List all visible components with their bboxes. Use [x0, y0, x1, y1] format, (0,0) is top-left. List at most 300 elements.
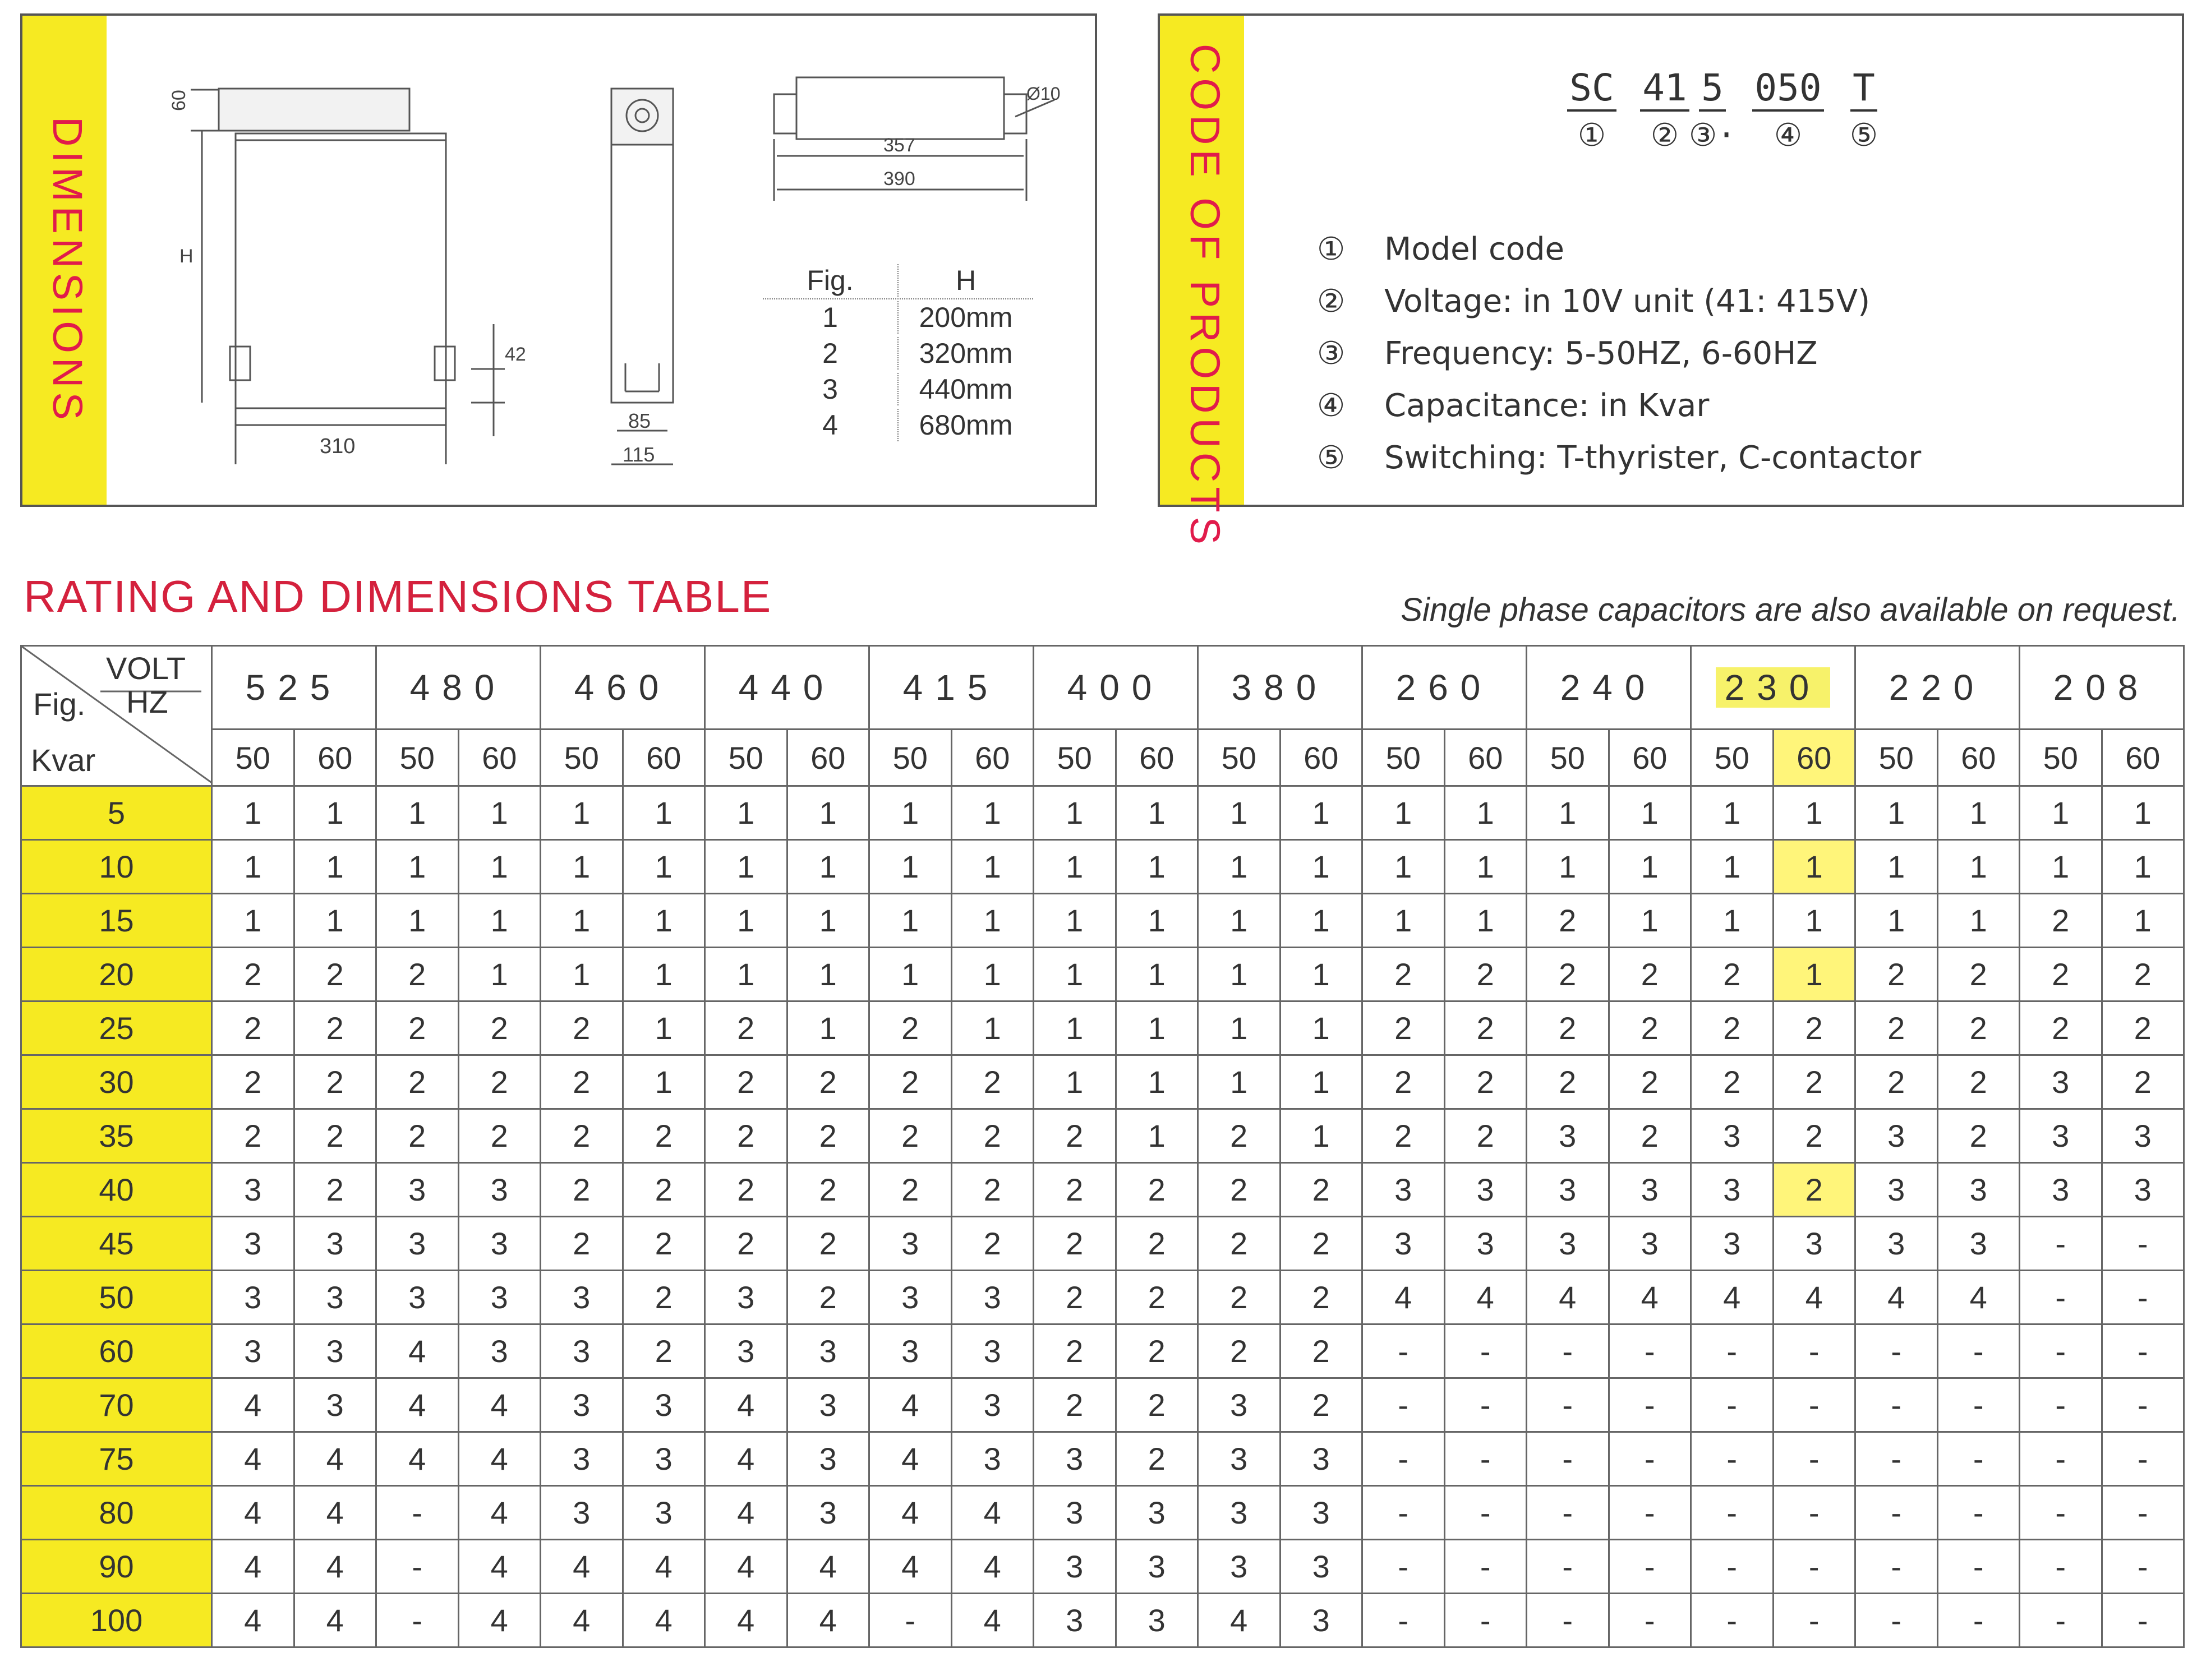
- fig-cell: 2: [787, 1055, 869, 1109]
- volt-header: 400: [1034, 646, 1198, 730]
- fig-cell: 2: [212, 1055, 294, 1109]
- fig-cell: 1: [1198, 786, 1281, 840]
- fig-cell: 3: [1198, 1378, 1281, 1432]
- fig-cell: 3: [376, 1271, 459, 1324]
- fig-cell: 3: [623, 1486, 705, 1540]
- fig-cell: -: [1527, 1540, 1609, 1594]
- fig-cell: 3: [294, 1378, 376, 1432]
- fig-cell: -: [1609, 1540, 1691, 1594]
- fig-cell: 2: [1198, 1217, 1281, 1271]
- segment-number: ⑤: [1849, 117, 1878, 154]
- fig-cell: -: [1362, 1486, 1445, 1540]
- table-row: [21, 1540, 2184, 1594]
- fig-cell: 1: [1773, 786, 1855, 840]
- rating-table: [20, 645, 2185, 1648]
- fig-cell: 1: [294, 786, 376, 840]
- fig-cell: 2: [541, 1217, 623, 1271]
- fig-cell: 3: [458, 1324, 541, 1378]
- fig-cell: 1: [1691, 894, 1774, 948]
- fig-cell: 2: [2102, 1001, 2184, 1055]
- fig-cell: 2: [541, 1163, 623, 1217]
- fig-cell: -: [2020, 1271, 2102, 1324]
- code-segment: [1839, 66, 1889, 154]
- fig-cell: 1: [2020, 786, 2102, 840]
- front-view-drawing: [146, 55, 550, 481]
- fig-cell: 1: [1609, 840, 1691, 894]
- fig-cell: -: [1691, 1540, 1774, 1594]
- fig-cell: 2: [294, 948, 376, 1001]
- fig-cell: 3: [1362, 1217, 1445, 1271]
- fig-cell: 4: [787, 1594, 869, 1647]
- fig-cell: 3: [1362, 1163, 1445, 1217]
- fig-cell: -: [1527, 1324, 1609, 1378]
- fig-cell: 4: [869, 1486, 952, 1540]
- fig-cell: -: [2102, 1486, 2184, 1540]
- fig-cell: 3: [1527, 1217, 1609, 1271]
- fig-cell: 4: [951, 1594, 1034, 1647]
- fig-cell: 2: [787, 1271, 869, 1324]
- side-view-drawing: [583, 72, 696, 487]
- table-row: [21, 1486, 2184, 1540]
- code-legend: [1317, 223, 1921, 484]
- fig-cell: 4: [212, 1432, 294, 1486]
- fig-cell: 3: [1116, 1486, 1198, 1540]
- fig-cell: -: [2102, 1324, 2184, 1378]
- fig-cell: 2: [294, 1163, 376, 1217]
- fig-cell: 1: [1280, 840, 1362, 894]
- fig-cell: -: [1855, 1378, 1938, 1432]
- fig-cell: 3: [376, 1217, 459, 1271]
- fig-cell: 2: [951, 1055, 1034, 1109]
- fig-cell: 1: [1855, 840, 1938, 894]
- fig-cell: 1: [623, 1001, 705, 1055]
- fig-cell: 3: [1034, 1540, 1116, 1594]
- hz-header: 50: [1034, 730, 1116, 786]
- code-segment: [1749, 66, 1827, 154]
- fig-cell: -: [1609, 1324, 1691, 1378]
- fig-cell: 1: [458, 894, 541, 948]
- fig-cell: 2: [1773, 1055, 1855, 1109]
- fig-cell: 4: [1691, 1271, 1774, 1324]
- fig-cell: 2: [1280, 1163, 1362, 1217]
- fig-cell: -: [1609, 1432, 1691, 1486]
- segment-code: T: [1850, 66, 1877, 112]
- fig-cell: 2: [869, 1055, 952, 1109]
- fig-cell: 4: [951, 1540, 1034, 1594]
- hz-header: 60: [1773, 730, 1855, 786]
- fig-cell: 1: [2102, 840, 2184, 894]
- fig-cell: 1: [2102, 894, 2184, 948]
- fig-cell: 2: [787, 1217, 869, 1271]
- fig-cell: 1: [1116, 786, 1198, 840]
- fig-cell: 4: [1527, 1271, 1609, 1324]
- fig-cell: 1: [623, 840, 705, 894]
- fig-cell: 1: [1198, 894, 1281, 948]
- code-legend-item: [1317, 327, 1921, 380]
- fig-cell: 4: [294, 1432, 376, 1486]
- legend-number: ①: [1317, 231, 1346, 267]
- fig-cell: 4: [212, 1540, 294, 1594]
- legend-text: Frequency: 5-50HZ, 6-60HZ: [1384, 335, 1818, 372]
- fig-cell: 3: [1116, 1594, 1198, 1647]
- fig-cell: 2: [705, 1217, 787, 1271]
- fig-cell: 3: [1034, 1594, 1116, 1647]
- legend-text: Voltage: in 10V unit (41: 415V): [1384, 283, 1871, 320]
- fig-cell: 1: [1937, 894, 2020, 948]
- fig-cell: 2: [1034, 1163, 1116, 1217]
- segment-number: ①: [1577, 117, 1606, 154]
- top-outer-label: 390: [883, 168, 915, 190]
- fig-cell: 2: [1609, 1109, 1691, 1163]
- fig-cell: 3: [951, 1432, 1034, 1486]
- fig-cell: 1: [458, 948, 541, 1001]
- fig-cell: 2: [212, 1109, 294, 1163]
- fig-cell: 1: [1116, 840, 1198, 894]
- fig-cell: 1: [376, 894, 459, 948]
- fig-cell: 4: [458, 1432, 541, 1486]
- fig-cell: 1: [1116, 894, 1198, 948]
- fig-cell: 3: [294, 1324, 376, 1378]
- fig-cell: -: [1527, 1378, 1609, 1432]
- legend-number: ⑤: [1317, 440, 1346, 476]
- height-value: 200mm: [897, 301, 1033, 334]
- fig-cell: 1: [1855, 894, 1938, 948]
- fig-cell: 3: [1855, 1163, 1938, 1217]
- legend-text: Capacitance: in Kvar: [1384, 387, 1710, 424]
- fig-cell: 4: [1444, 1271, 1527, 1324]
- fig-value: 1: [822, 302, 838, 333]
- fig-cell: 2: [951, 1109, 1034, 1163]
- fig-cell: 2: [1116, 1217, 1198, 1271]
- fig-cell: -: [1937, 1432, 2020, 1486]
- fig-cell: 2: [1362, 1109, 1445, 1163]
- hz-header: 60: [1444, 730, 1527, 786]
- top-hole-label: Ø10: [1026, 84, 1061, 104]
- fig-value: 4: [822, 409, 838, 441]
- hz-header: 60: [951, 730, 1034, 786]
- fig-cell: -: [1362, 1324, 1445, 1378]
- fig-cell: 1: [705, 894, 787, 948]
- fig-cell: 3: [869, 1217, 952, 1271]
- table-row: [21, 1055, 2184, 1109]
- rating-note: Single phase capacitors are also available on request.: [1401, 592, 2180, 628]
- hz-header: 50: [541, 730, 623, 786]
- fig-cell: 2: [212, 948, 294, 1001]
- volt-header: 240: [1527, 646, 1691, 730]
- corner-volt-label: VOLT: [106, 650, 186, 686]
- fig-value: 3: [822, 373, 838, 405]
- height-header: H: [897, 264, 1033, 297]
- fig-cell: 3: [951, 1271, 1034, 1324]
- fig-cell: 2: [1527, 894, 1609, 948]
- fig-cell: 1: [951, 1001, 1034, 1055]
- segment-number: ④: [1774, 117, 1803, 154]
- fig-cell: 1: [1444, 786, 1527, 840]
- fig-cell: 1: [1034, 948, 1116, 1001]
- fig-cell: 1: [1280, 1109, 1362, 1163]
- hz-header: 50: [212, 730, 294, 786]
- fig-cell: 1: [1609, 786, 1691, 840]
- fig-cell: -: [1527, 1432, 1609, 1486]
- fig-cell: 4: [705, 1378, 787, 1432]
- code-segment: [1687, 66, 1738, 154]
- fig-cell: -: [2020, 1540, 2102, 1594]
- fig-cell: 1: [541, 894, 623, 948]
- fig-cell: 3: [2102, 1163, 2184, 1217]
- fig-cell: 3: [787, 1324, 869, 1378]
- dimensions-title: DIMENSIONS: [44, 117, 91, 424]
- code-legend-item: [1317, 380, 1921, 432]
- fig-cell: -: [1444, 1324, 1527, 1378]
- legend-text: Switching: T-thyrister, C-contactor: [1384, 440, 1922, 476]
- hz-header: 60: [1937, 730, 2020, 786]
- table-row: [21, 840, 2184, 894]
- fig-cell: 1: [1280, 1055, 1362, 1109]
- kvar-label: 25: [21, 1001, 212, 1055]
- fig-cell: -: [2102, 1432, 2184, 1486]
- volt-header: 460: [541, 646, 705, 730]
- fig-cell: 3: [2020, 1109, 2102, 1163]
- fig-height-row: [763, 335, 1033, 371]
- hz-header: 50: [869, 730, 952, 786]
- fig-cell: 2: [1773, 1001, 1855, 1055]
- fig-cell: 3: [294, 1217, 376, 1271]
- fig-cell: 1: [1198, 1055, 1281, 1109]
- fig-cell: -: [1691, 1324, 1774, 1378]
- fig-cell: 1: [1198, 840, 1281, 894]
- top-inner-label: 357: [883, 135, 915, 156]
- fig-cell: 2: [2102, 1055, 2184, 1109]
- fig-cell: 1: [294, 840, 376, 894]
- fig-cell: 2: [1116, 1163, 1198, 1217]
- fig-cell: 1: [1609, 894, 1691, 948]
- fig-cell: 2: [1937, 1055, 2020, 1109]
- fig-cell: 2: [1034, 1217, 1116, 1271]
- kvar-label: 35: [21, 1109, 212, 1163]
- fig-cell: 2: [541, 1001, 623, 1055]
- fig-cell: 4: [705, 1540, 787, 1594]
- fig-cell: 4: [705, 1486, 787, 1540]
- fig-cell: 3: [1855, 1217, 1938, 1271]
- fig-cell: 2: [1773, 1163, 1855, 1217]
- fig-cell: 4: [458, 1486, 541, 1540]
- fig-cell: 1: [1116, 1055, 1198, 1109]
- kvar-label: 80: [21, 1486, 212, 1540]
- hz-header: 50: [1691, 730, 1774, 786]
- fig-cell: 3: [212, 1163, 294, 1217]
- fig-cell: 1: [1280, 894, 1362, 948]
- fig-cell: 2: [376, 1109, 459, 1163]
- fig-cell: 1: [787, 786, 869, 840]
- fig-cell: -: [1691, 1378, 1774, 1432]
- fig-cell: -: [2102, 1540, 2184, 1594]
- volt-header: 380: [1198, 646, 1362, 730]
- fig-cell: 2: [1609, 1055, 1691, 1109]
- fig-cell: 1: [2020, 840, 2102, 894]
- kvar-label: 45: [21, 1217, 212, 1271]
- fig-cell: 3: [1691, 1217, 1774, 1271]
- fig-cell: 3: [212, 1271, 294, 1324]
- fig-cell: 2: [705, 1163, 787, 1217]
- fig-cell: 2: [1198, 1109, 1281, 1163]
- fig-cell: -: [1444, 1594, 1527, 1647]
- fig-cell: 2: [376, 948, 459, 1001]
- fig-cell: 2: [623, 1217, 705, 1271]
- fig-cell: 1: [1691, 840, 1774, 894]
- fig-cell: 3: [1034, 1432, 1116, 1486]
- fig-cell: 2: [458, 1001, 541, 1055]
- fig-cell: 2: [1198, 1271, 1281, 1324]
- corner-header: [21, 646, 212, 786]
- volt-header: 440: [705, 646, 869, 730]
- fig-cell: 3: [541, 1324, 623, 1378]
- hz-header: 60: [787, 730, 869, 786]
- hz-header: 60: [1116, 730, 1198, 786]
- fig-cell: -: [1444, 1378, 1527, 1432]
- fig-cell: 2: [623, 1109, 705, 1163]
- fig-cell: 1: [1855, 786, 1938, 840]
- fig-cell: 1: [623, 786, 705, 840]
- fig-cell: -: [869, 1594, 952, 1647]
- legend-text: Model code: [1384, 231, 1564, 267]
- fig-cell: -: [1773, 1432, 1855, 1486]
- kvar-label: 50: [21, 1271, 212, 1324]
- fig-cell: 3: [212, 1324, 294, 1378]
- front-top-height-label: 60: [168, 90, 190, 111]
- corner-kvar-label: Kvar: [31, 742, 96, 778]
- fig-cell: 1: [869, 786, 952, 840]
- fig-cell: 1: [1198, 1001, 1281, 1055]
- fig-cell: 1: [1937, 840, 2020, 894]
- fig-cell: 2: [2020, 948, 2102, 1001]
- fig-cell: 4: [869, 1378, 952, 1432]
- fig-cell: 2: [1855, 1001, 1938, 1055]
- legend-number: ④: [1317, 387, 1346, 424]
- fig-cell: 3: [1609, 1217, 1691, 1271]
- fig-height-row: [763, 371, 1033, 407]
- fig-cell: 1: [1362, 840, 1445, 894]
- legend-number: ③: [1317, 335, 1346, 372]
- fig-cell: 2: [1444, 948, 1527, 1001]
- dimensions-panel: [20, 13, 1097, 507]
- fig-cell: -: [1444, 1486, 1527, 1540]
- fig-cell: 2: [1691, 1055, 1774, 1109]
- fig-cell: 2: [1362, 1055, 1445, 1109]
- fig-cell: 3: [541, 1378, 623, 1432]
- fig-cell: 2: [376, 1001, 459, 1055]
- fig-cell: 1: [1527, 840, 1609, 894]
- volt-header: 480: [376, 646, 541, 730]
- corner-fig-label: Fig.: [33, 686, 86, 722]
- fig-cell: -: [1444, 1432, 1527, 1486]
- fig-cell: 2: [951, 1163, 1034, 1217]
- fig-cell: 1: [787, 948, 869, 1001]
- fig-cell: -: [2020, 1324, 2102, 1378]
- fig-cell: 4: [1937, 1271, 2020, 1324]
- hz-header: 50: [376, 730, 459, 786]
- fig-cell: 2: [1198, 1324, 1281, 1378]
- fig-cell: 1: [1362, 786, 1445, 840]
- fig-cell: 1: [951, 894, 1034, 948]
- fig-cell: 2: [1444, 1109, 1527, 1163]
- fig-cell: -: [1362, 1378, 1445, 1432]
- hz-header: 60: [1280, 730, 1362, 786]
- segment-code: 41: [1640, 66, 1689, 112]
- fig-cell: -: [2020, 1432, 2102, 1486]
- hz-header: 50: [1198, 730, 1281, 786]
- segment-number: ③·: [1689, 117, 1736, 154]
- fig-cell: 2: [1691, 1001, 1774, 1055]
- fig-cell: 2: [2020, 894, 2102, 948]
- fig-cell: 2: [951, 1217, 1034, 1271]
- fig-cell: 1: [1444, 840, 1527, 894]
- fig-cell: 2: [1527, 1001, 1609, 1055]
- fig-cell: 3: [541, 1271, 623, 1324]
- code-title: CODE OF PRODUCTS: [1182, 44, 1228, 549]
- code-legend-item: [1317, 432, 1921, 484]
- fig-cell: 1: [951, 840, 1034, 894]
- fig-cell: 1: [212, 894, 294, 948]
- fig-cell: 1: [1034, 786, 1116, 840]
- table-row: [21, 1109, 2184, 1163]
- volt-header: 525: [212, 646, 376, 730]
- fig-cell: 3: [869, 1324, 952, 1378]
- fig-cell: -: [1691, 1594, 1774, 1647]
- fig-cell: 4: [541, 1594, 623, 1647]
- segment-number: ②: [1650, 117, 1679, 154]
- fig-cell: 2: [1280, 1217, 1362, 1271]
- fig-cell: 1: [541, 786, 623, 840]
- fig-cell: 3: [787, 1432, 869, 1486]
- fig-cell: 3: [1527, 1163, 1609, 1217]
- fig-cell: 2: [1855, 948, 1938, 1001]
- fig-cell: -: [1937, 1378, 2020, 1432]
- fig-cell: 3: [623, 1432, 705, 1486]
- height-value: 680mm: [897, 409, 1033, 441]
- fig-cell: -: [2102, 1217, 2184, 1271]
- table-row: [21, 1432, 2184, 1486]
- fig-value: 2: [822, 338, 838, 369]
- fig-cell: 4: [1198, 1594, 1281, 1647]
- fig-cell: 3: [1773, 1217, 1855, 1271]
- fig-cell: 2: [458, 1109, 541, 1163]
- top-view-drawing: [763, 55, 1077, 234]
- fig-cell: 2: [212, 1001, 294, 1055]
- fig-cell: 4: [1855, 1271, 1938, 1324]
- fig-cell: 1: [1116, 948, 1198, 1001]
- fig-cell: 2: [376, 1055, 459, 1109]
- fig-cell: 3: [541, 1432, 623, 1486]
- fig-cell: -: [1937, 1540, 2020, 1594]
- fig-cell: -: [1937, 1594, 2020, 1647]
- fig-cell: 1: [1034, 840, 1116, 894]
- fig-cell: 2: [1198, 1163, 1281, 1217]
- fig-cell: 2: [1527, 948, 1609, 1001]
- table-row: [21, 786, 2184, 840]
- fig-cell: 1: [1280, 1001, 1362, 1055]
- fig-cell: 4: [787, 1540, 869, 1594]
- fig-cell: -: [1773, 1594, 1855, 1647]
- kvar-label: 75: [21, 1432, 212, 1486]
- fig-cell: -: [376, 1486, 459, 1540]
- fig-cell: 1: [376, 786, 459, 840]
- fig-cell: 4: [623, 1540, 705, 1594]
- fig-cell: -: [1855, 1594, 1938, 1647]
- table-row: [21, 1001, 2184, 1055]
- fig-cell: 3: [869, 1271, 952, 1324]
- fig-cell: -: [2020, 1594, 2102, 1647]
- fig-cell: 2: [1527, 1055, 1609, 1109]
